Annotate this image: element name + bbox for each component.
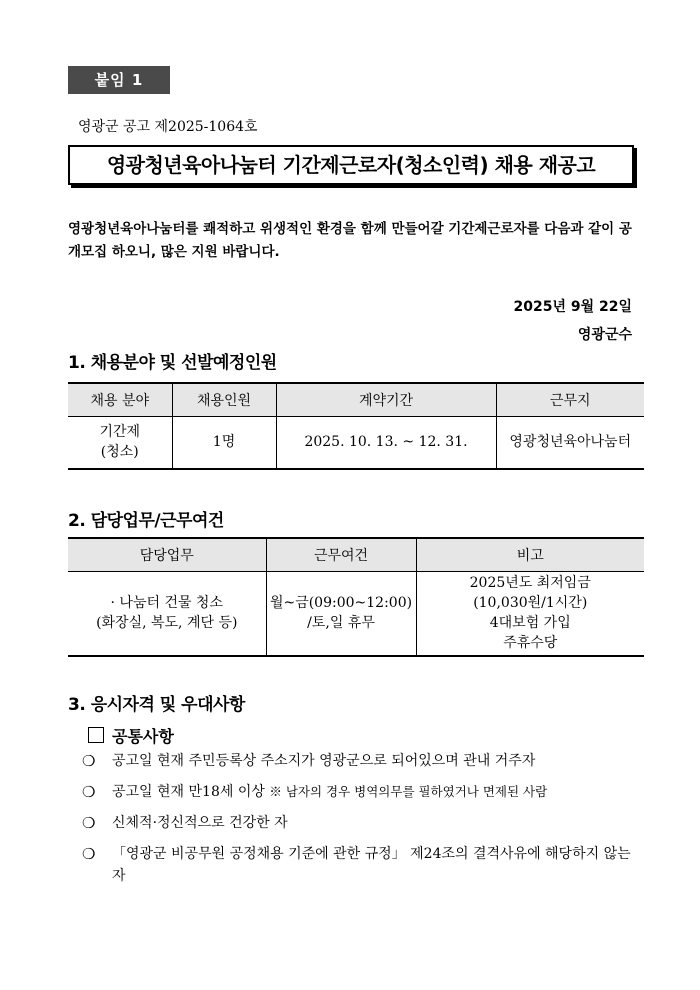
requirements-list <box>82 750 642 896</box>
common-requirements-heading <box>88 724 174 747</box>
condition-line: /토,일 휴무 <box>307 615 375 632</box>
table-cell <box>266 572 416 656</box>
section1-title: 1. 채용분야 및 선발예정인원 <box>68 353 277 373</box>
duty-line: · 나눔터 건물 청소 <box>110 595 223 612</box>
table-cell: 2025. 10. 13. ~ 12. 31. <box>276 417 496 469</box>
list-item-text: 공고일 현재 주민등록상 주소지가 영광군으로 되어있으며 관내 거주자 <box>112 753 536 769</box>
page-title: 영광청년육아나눔터 기간제근로자(청소인력) 채용 재공고 <box>68 145 634 185</box>
duty-table <box>68 537 644 657</box>
table-header-cell: 담당업무 <box>68 538 266 572</box>
recruitment-table <box>68 382 644 470</box>
list-item <box>82 843 642 887</box>
list-item-note: ※ 남자의 경우 병역의무를 필하였거나 면제된 사람 <box>269 784 548 799</box>
table-header-cell: 채용인원 <box>172 383 276 417</box>
note-line: (10,030원/1시간) <box>473 595 588 612</box>
square-bullet-icon <box>88 727 104 743</box>
table-header-cell: 채용 분야 <box>68 383 172 417</box>
table-header-cell: 근무지 <box>496 383 644 417</box>
table-cell <box>416 572 644 656</box>
issuer: 영광군수 <box>577 327 632 343</box>
notice-date: 2025년 9월 22일 <box>513 299 632 315</box>
table-cell: 1명 <box>172 417 276 469</box>
list-item-text: 신체적·정신적으로 건강한 자 <box>112 815 288 831</box>
circle-bullet-icon: ❍ <box>82 783 96 801</box>
table-cell: 영광청년육아나눔터 <box>496 417 644 469</box>
table-header-cell: 근무여건 <box>266 538 416 572</box>
list-item-text: 공고일 현재 만18세 이상 <box>112 784 265 800</box>
notice-number: 영광군 공고 제2025-1064호 <box>78 119 258 135</box>
note-line: 4대보험 가입 <box>489 615 571 632</box>
circle-bullet-icon: ❍ <box>82 814 96 832</box>
list-item <box>82 750 642 772</box>
note-line: 2025년도 최저임금 <box>469 575 591 592</box>
list-item <box>82 781 642 803</box>
table-row <box>68 417 644 469</box>
table-header-row <box>68 538 644 572</box>
table-row <box>68 572 644 656</box>
circle-bullet-icon: ❍ <box>82 845 96 863</box>
table-header-row <box>68 383 644 417</box>
section2-title: 2. 담당업무/근무여건 <box>68 511 224 531</box>
intro-paragraph: 영광청년육아나눔터를 쾌적하고 위생적인 환경을 함께 만들어갈 기간제근로자를 다음과 같이 공개모집 하오니, 많은 지원 바랍니다. <box>68 221 632 260</box>
section3-title: 3. 응시자격 및 우대사항 <box>68 695 245 715</box>
table-cell <box>68 572 266 656</box>
note-line: 주휴수당 <box>503 635 558 652</box>
circle-bullet-icon: ❍ <box>82 752 96 770</box>
field-line: 기간제 <box>99 424 141 441</box>
table-header-cell: 계약기간 <box>276 383 496 417</box>
table-cell <box>68 417 172 469</box>
field-line: (청소) <box>100 444 139 461</box>
condition-line: 월~금(09:00~12:00) <box>269 595 413 612</box>
list-item-text: 「영광군 비공무원 공정채용 기준에 관한 규정」 제24조의 결격사유에 해당하지 않는 자 <box>112 846 631 884</box>
duty-line: (화장실, 복도, 계단 등) <box>96 615 238 632</box>
subheading-text: 공통사항 <box>112 727 174 746</box>
attachment-label: 붙임 1 <box>68 66 170 94</box>
list-item <box>82 812 642 834</box>
table-header-cell: 비고 <box>416 538 644 572</box>
